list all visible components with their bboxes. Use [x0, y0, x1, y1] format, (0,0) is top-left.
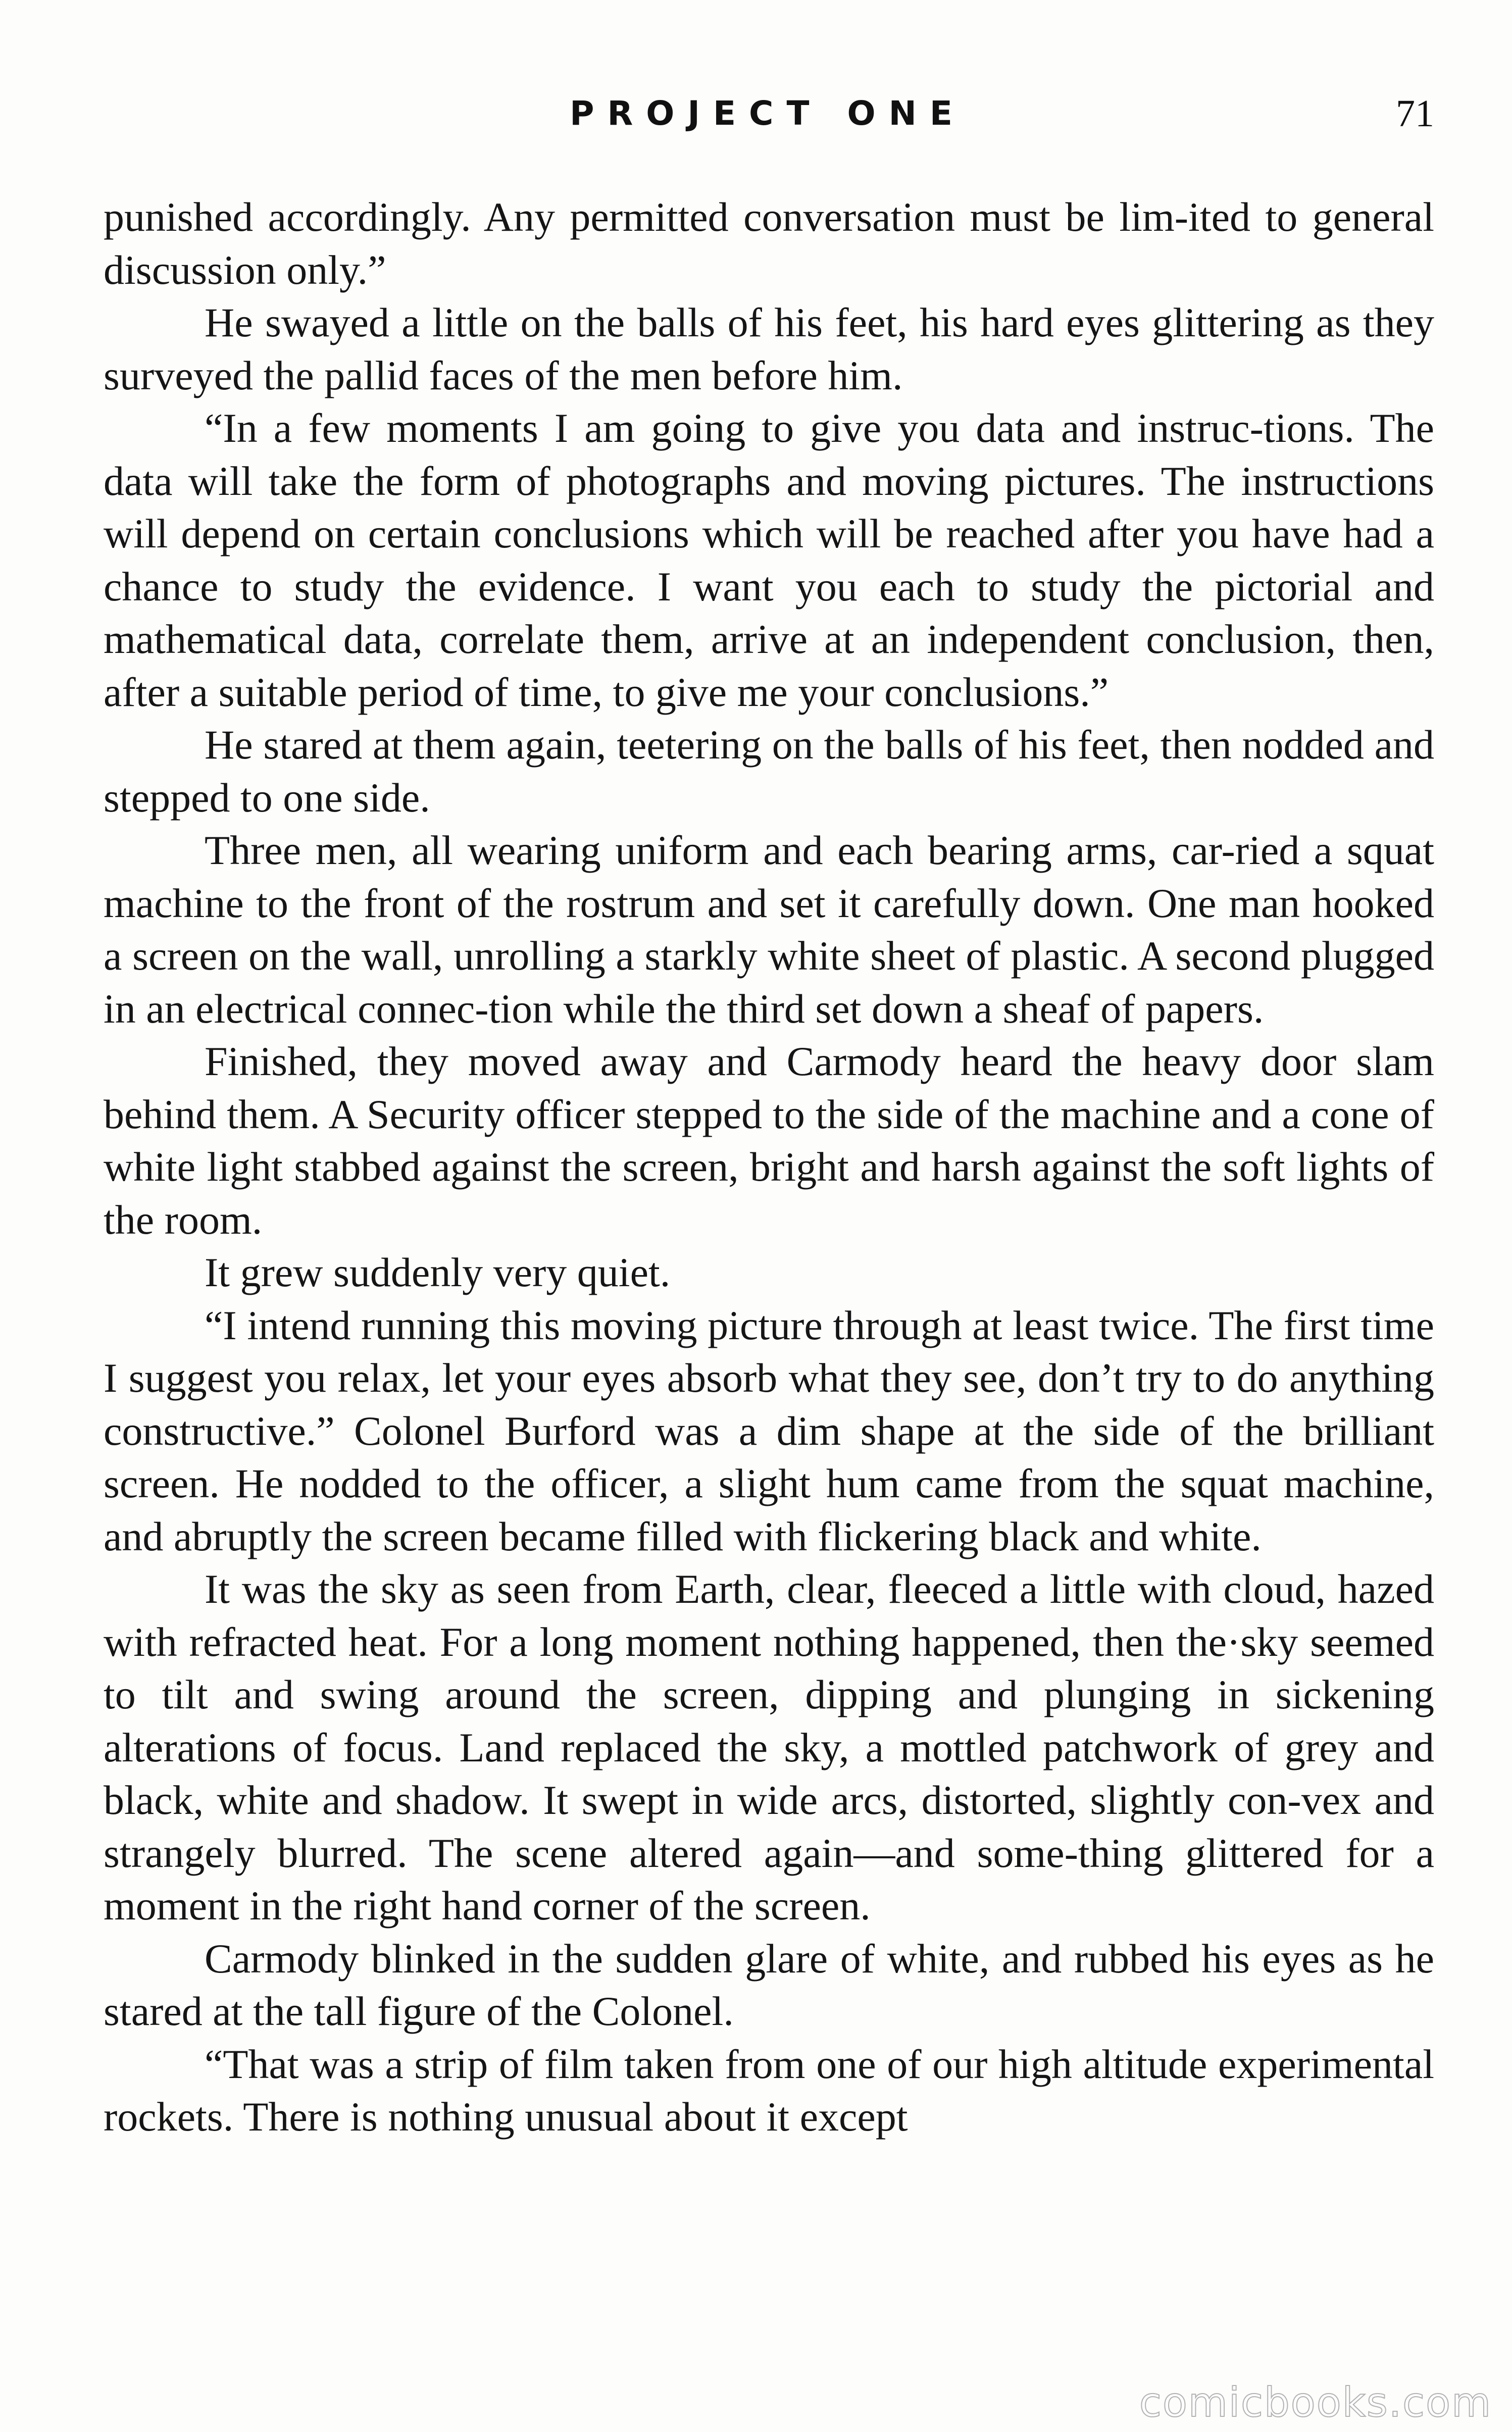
paragraph: “In a few moments I am going to give you data and instruc-tions. The data will take the form of photographs and moving pictures. The instructions will depend on certain conclusions which will be reached after you have had a chance to study the evidence. I want you each to study the pictorial and mathematical data, correlate them, arrive at an independent conclusion, then, after a suitable period of time, to give me your conclusions.” — [104, 405, 1434, 715]
paragraph: He swayed a little on the balls of his feet, his hard eyes glittering as they surveyed the pallid faces of the men before him. — [104, 299, 1434, 398]
running-head — [101, 86, 1434, 141]
paragraph-continuation: punished accordingly. Any permitted conversation must be lim-ited to general discussion only.” — [104, 194, 1434, 293]
paragraph: “I intend running this moving picture through at least twice. The first time I suggest you relax, let your eyes absorb what they see, don’t try to do anything constructive.” Colonel Burford was a dim shape at the side of the brilliant screen. He nodded to the officer, a slight hum came from the squat machine, and abruptly the screen became filled with flickering black and white. — [104, 1302, 1434, 1559]
running-title: PROJECT ONE — [570, 94, 966, 133]
paragraph: It was the sky as seen from Earth, clear, fleeced a little with cloud, hazed with refracted heat. For a long moment nothing happened, then the·sky seemed to tilt and swing around the screen, dipping and plunging in sickening alterations of focus. Land replaced the sky, a mottled patchwork of grey and black, white and shadow. It swept in wide arcs, distorted, slightly con-vex and strangely blurred. The scene altered again—and some-thing glittered for a moment in the right hand corner of the screen. — [104, 1566, 1434, 1929]
paragraph: Three men, all wearing uniform and each bearing arms, car-ried a squat machine to the front of the rostrum and set it carefully down. One man hooked a screen on the wall, unrolling a starkly white sheet of plastic. A second plugged in an electrical connec-tion while the third set down a sheaf of papers. — [104, 827, 1434, 1032]
paragraph: He stared at them again, teetering on the balls of his feet, then nodded and stepped to one side. — [104, 722, 1434, 821]
paragraph: Carmody blinked in the sudden glare of white, and rubbed his eyes as he stared at the tall figure of the Colonel. — [104, 1935, 1434, 2034]
paragraph: “That was a strip of film taken from one of our high altitude experimental rockets. There is nothing unusual about it except — [104, 2041, 1434, 2140]
watermark: comicbooks.com — [1139, 2379, 1492, 2426]
body-text — [104, 191, 1434, 2144]
paragraph: It grew suddenly very quiet. — [205, 1249, 671, 1295]
paragraph: Finished, they moved away and Carmody heard the heavy door slam behind them. A Security officer stepped to the side of the machine and a cone of white light stabbed against the screen, bright and harsh against the soft lights of the room. — [104, 1038, 1434, 1243]
page-number: 71 — [1396, 92, 1434, 135]
